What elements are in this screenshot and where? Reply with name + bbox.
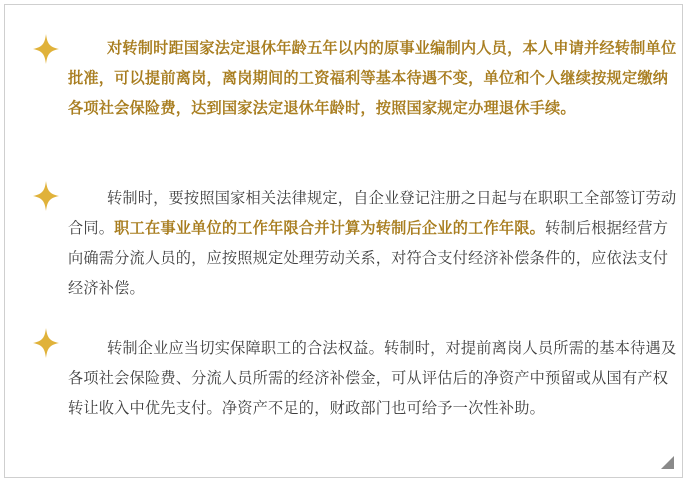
resize-corner-icon[interactable] (661, 456, 674, 469)
paragraph-early-retirement (68, 33, 679, 123)
four-point-star-icon (33, 328, 59, 358)
content-frame (4, 4, 683, 478)
paragraph-1-text: 对转制时距国家法定退休年龄五年以内的原事业编制内人员，本人申请并经转制单位批准，可以提前离岗，离岗期间的工资福利等基本待遇不变，单位和个人继续按规定缴纳各项社会保险费，达到国家法定退休年龄时，按照国家规定办理退休手续。 (68, 39, 677, 117)
paragraph-3-text: 转制企业应当切实保障职工的合法权益。转制时，对提前离岗人员所需的基本待遇及各项社会保险费、分流人员所需的经济补偿金，可从评估后的净资产中预留或从国有产权转让收入中优先支付。净资产不足的，财政部门也可给予一次性补助。 (68, 339, 677, 417)
four-point-star-icon (33, 181, 59, 211)
paragraph-labor-contract (68, 183, 679, 303)
paragraph-2-text-before: 转制时，要按照国家相关法律规定，自企业登记注册之日起与在职职工全部签订劳动合同。 (68, 189, 677, 237)
paragraph-worker-rights (68, 333, 679, 423)
four-point-star-icon (33, 34, 59, 64)
paragraph-2-highlight: 职工在事业单位的工作年限合并计算为转制后企业的工作年限。 (114, 219, 546, 237)
paragraph-2-text-after: 转制后根据经营方向确需分流人员的，应按照规定处理劳动关系，对符合支付经济补偿条件的，应依法支付经济补偿。 (68, 219, 669, 297)
